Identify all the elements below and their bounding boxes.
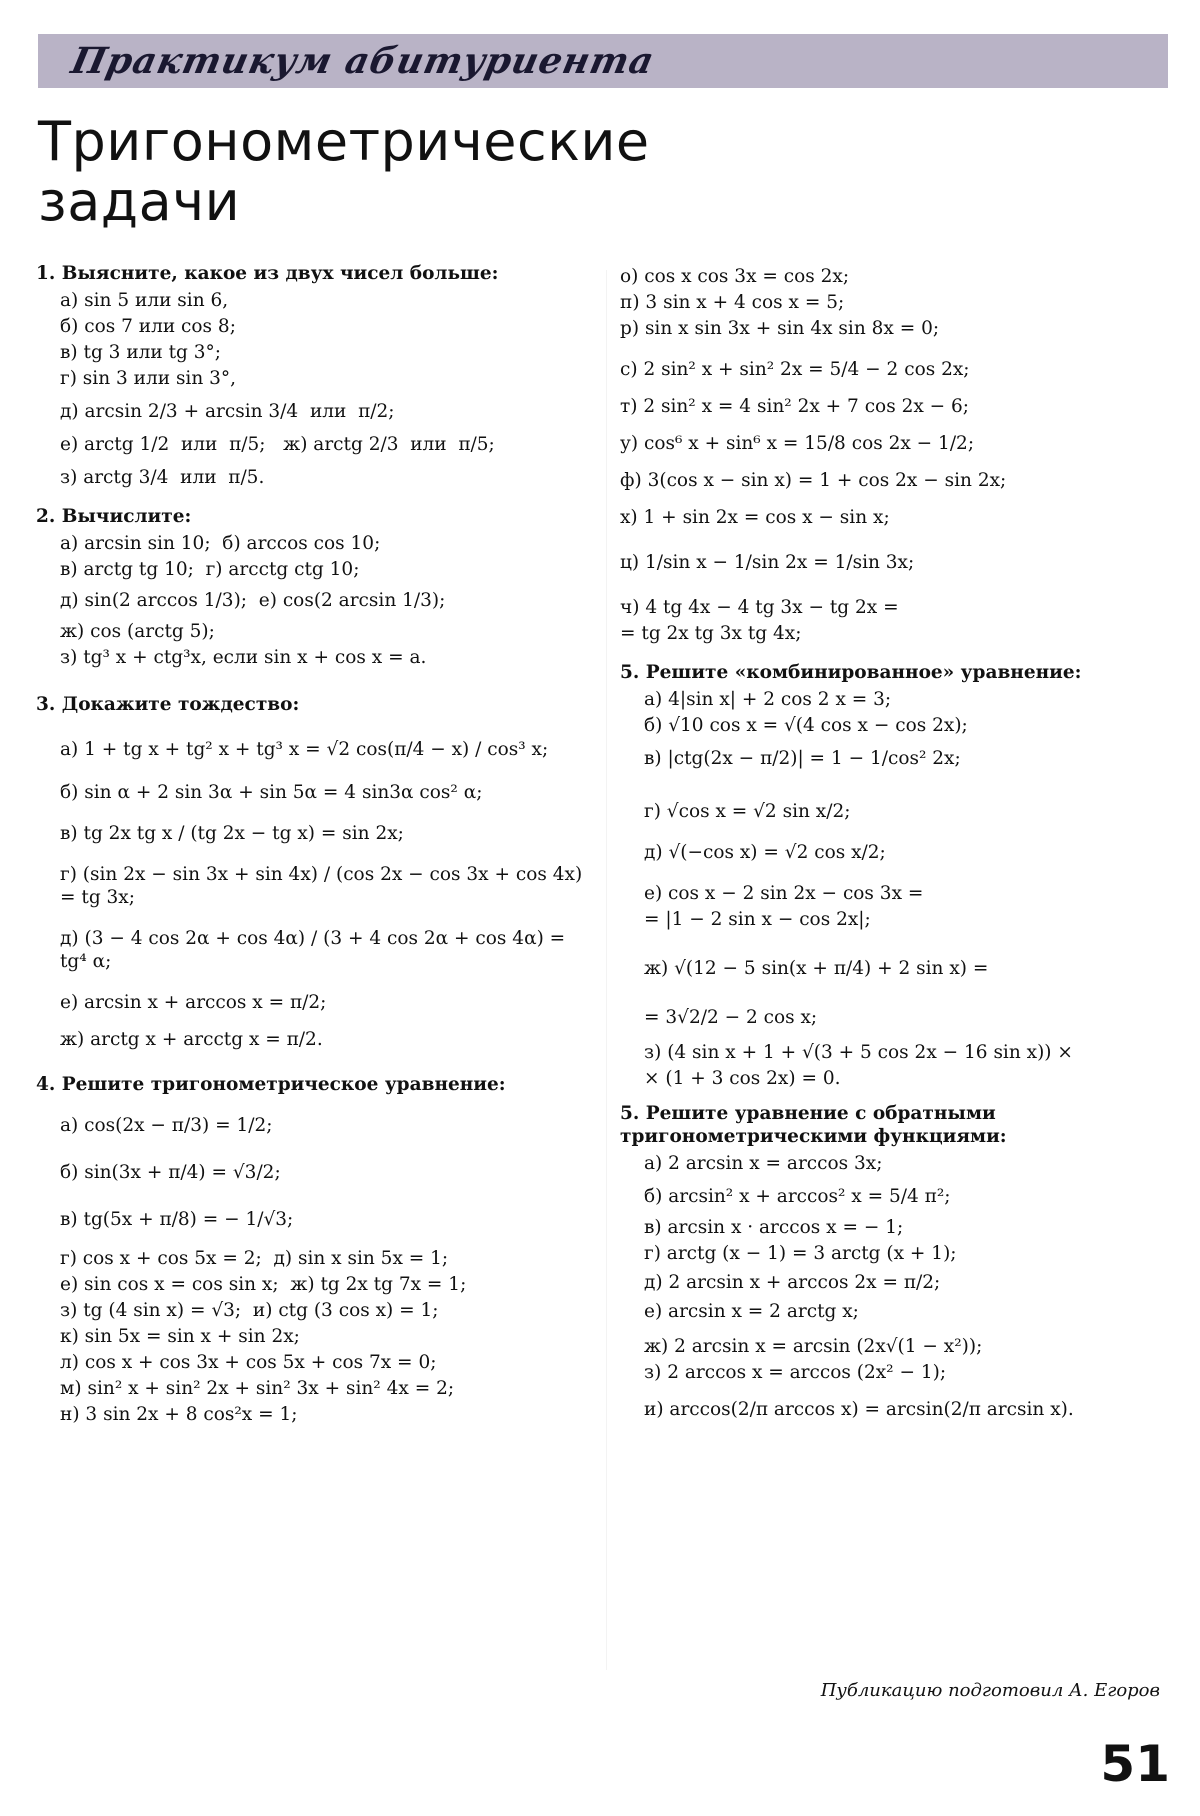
section-6-list bbox=[620, 1152, 1168, 1421]
list-item: ч) 4 tg 4x − 4 tg 3x − tg 2x = bbox=[620, 597, 899, 618]
list-item: а) 2 arcsin x = arccos 3x; bbox=[644, 1153, 883, 1174]
right-column bbox=[620, 262, 1168, 1424]
list-item: в) arctg tg 10; г) arcctg ctg 10; bbox=[60, 559, 360, 580]
list-item: ц) 1/sin x − 1/sin 2x = 1/sin 3x; bbox=[620, 552, 915, 573]
list-item: г) √cos x = √2 sin x/2; bbox=[644, 801, 851, 822]
list-item: н) 3 sin 2x + 8 cos²x = 1; bbox=[60, 1404, 298, 1425]
list-item: з) arctg 3/4 или π/5. bbox=[60, 467, 265, 488]
list-item: = tg 2x tg 3x tg 4x; bbox=[620, 623, 802, 644]
author-credit: Публикацию подготовил А. Егоров bbox=[820, 1680, 1160, 1701]
banner-title: Практикум абитуриента bbox=[67, 40, 659, 82]
list-item: в) |ctg(2x − π/2)| = 1 − 1/cos² 2x; bbox=[644, 748, 961, 769]
left-column bbox=[36, 262, 596, 1429]
list-item: м) sin² x + sin² 2x + sin² 3x + sin² 4x = 2; bbox=[60, 1378, 455, 1399]
list-item: п) 3 sin x + 4 cos x = 5; bbox=[620, 292, 845, 313]
list-item: к) sin 5x = sin x + sin 2x; bbox=[60, 1326, 300, 1347]
section-5-list bbox=[620, 688, 1168, 1090]
section-1-list bbox=[36, 289, 596, 489]
list-item: д) sin(2 arccos 1/3); е) cos(2 arcsin 1/3); bbox=[60, 590, 446, 611]
list-item: и) arccos(2/π arccos x) = arcsin(2/π arcsin x). bbox=[644, 1399, 1074, 1420]
list-item: т) 2 sin² x = 4 sin² 2x + 7 cos 2x − 6; bbox=[620, 396, 970, 417]
section-5-title: 5. Решите «комбинированное» уравнение: bbox=[620, 662, 1082, 683]
list-item: ж) arctg x + arcctg x = π/2. bbox=[60, 1029, 323, 1050]
list-item: з) (4 sin x + 1 + √(3 + 5 cos 2x − 16 sin x)) × bbox=[644, 1042, 1073, 1063]
list-item: б) sin(3x + π/4) = √3/2; bbox=[60, 1162, 281, 1183]
list-item: в) arcsin x · arccos x = − 1; bbox=[644, 1217, 904, 1238]
list-item: х) 1 + sin 2x = cos x − sin x; bbox=[620, 507, 890, 528]
list-item: а) 4|sin x| + 2 cos 2 x = 3; bbox=[644, 689, 892, 710]
section-4-continued bbox=[620, 265, 1168, 645]
list-item: б) cos 7 или cos 8; bbox=[60, 316, 236, 337]
list-item: ф) 3(cos x − sin x) = 1 + cos 2x − sin 2x; bbox=[620, 470, 1007, 491]
list-item: = 3√2/2 − 2 cos x; bbox=[644, 1007, 818, 1028]
list-item: г) sin 3 или sin 3°, bbox=[60, 368, 237, 389]
page-number: 51 bbox=[1100, 1735, 1170, 1793]
list-item: д) 2 arcsin x + arccos 2x = π/2; bbox=[644, 1272, 941, 1293]
list-item: с) 2 sin² x + sin² 2x = 5/4 − 2 cos 2x; bbox=[620, 359, 970, 380]
title-line-1: Тригонометрические bbox=[38, 110, 650, 173]
list-item: е) arctg 1/2 или π/5; ж) arctg 2/3 или π/5; bbox=[60, 434, 495, 455]
list-item: л) cos x + cos 3x + cos 5x + cos 7x = 0; bbox=[60, 1352, 437, 1373]
list-item: г) (sin 2x − sin 3x + sin 4x) / (cos 2x − cos 3x + cos 4x) = tg 3x; bbox=[60, 864, 589, 908]
list-item: а) cos(2x − π/3) = 1/2; bbox=[60, 1115, 273, 1136]
list-item: ж) 2 arcsin x = arcsin (2x√(1 − x²)); bbox=[644, 1336, 983, 1357]
list-item: о) cos x cos 3x = cos 2x; bbox=[620, 266, 850, 287]
section-2-title: 2. Вычислите: bbox=[36, 506, 192, 527]
list-item: а) sin 5 или sin 6, bbox=[60, 290, 229, 311]
section-4-title: 4. Решите тригонометрическое уравнение: bbox=[36, 1074, 506, 1095]
list-item: д) arcsin 2/3 + arcsin 3/4 или π/2; bbox=[60, 401, 395, 422]
list-item: д) √(−cos x) = √2 cos x/2; bbox=[644, 842, 886, 863]
list-item: в) tg 3 или tg 3°; bbox=[60, 342, 222, 363]
list-item: у) cos⁶ x + sin⁶ x = 15/8 cos 2x − 1/2; bbox=[620, 433, 975, 454]
section-6-title: 5. Решите уравнение с обратными тригонометрическими функциями: bbox=[620, 1103, 1007, 1147]
section-4-list bbox=[36, 1114, 596, 1426]
section-2-list bbox=[36, 532, 596, 669]
list-item: а) arcsin sin 10; б) arccos cos 10; bbox=[60, 533, 381, 554]
list-item: = |1 − 2 sin x − cos 2x|; bbox=[644, 909, 871, 930]
list-item: д) (3 − 4 cos 2α + cos 4α) / (3 + 4 cos 2α + cos 4α) = tg⁴ α; bbox=[60, 928, 572, 972]
list-item: в) tg(5x + π/8) = − 1/√3; bbox=[60, 1209, 294, 1230]
list-item: б) √10 cos x = √(4 cos x − cos 2x); bbox=[644, 715, 968, 736]
list-item: р) sin x sin 3x + sin 4x sin 8x = 0; bbox=[620, 318, 940, 339]
list-item: з) tg (4 sin x) = √3; и) ctg (3 cos x) = 1; bbox=[60, 1300, 439, 1321]
list-item: ж) √(12 − 5 sin(x + π/4) + 2 sin x) = bbox=[644, 958, 989, 979]
list-item: б) sin α + 2 sin 3α + sin 5α = 4 sin3α cos² α; bbox=[60, 782, 483, 803]
list-item: г) cos x + cos 5x = 2; д) sin x sin 5x = 1; bbox=[60, 1248, 449, 1269]
column-divider bbox=[606, 270, 607, 1670]
section-1-title: 1. Выясните, какое из двух чисел больше: bbox=[36, 263, 499, 284]
list-item: е) sin cos x = cos sin x; ж) tg 2x tg 7x = 1; bbox=[60, 1274, 467, 1295]
section-3-title: 3. Докажите тождество: bbox=[36, 694, 300, 715]
list-item: ж) cos (arctg 5); bbox=[60, 621, 215, 642]
list-item: в) tg 2x tg x / (tg 2x − tg x) = sin 2x; bbox=[60, 823, 404, 844]
list-item: е) arcsin x = 2 arctg x; bbox=[644, 1301, 859, 1322]
list-item: е) arcsin x + arccos x = π/2; bbox=[60, 992, 327, 1013]
page-title bbox=[38, 112, 738, 232]
section-3-list bbox=[36, 738, 596, 1051]
list-item: б) arcsin² x + arccos² x = 5/4 π²; bbox=[644, 1186, 951, 1207]
list-item: г) arctg (x − 1) = 3 arctg (x + 1); bbox=[644, 1243, 957, 1264]
list-item: е) cos x − 2 sin 2x − cos 3x = bbox=[644, 883, 924, 904]
list-item: × (1 + 3 cos 2x) = 0. bbox=[644, 1068, 841, 1089]
title-line-2: задачи bbox=[38, 170, 241, 233]
section-banner bbox=[38, 34, 1168, 88]
list-item: з) 2 arccos x = arccos (2x² − 1); bbox=[644, 1362, 947, 1383]
list-item: з) tg³ x + ctg³x, если sin x + cos x = a. bbox=[60, 647, 427, 668]
list-item: а) 1 + tg x + tg² x + tg³ x = √2 cos(π/4 − x) / cos³ x; bbox=[60, 739, 549, 760]
